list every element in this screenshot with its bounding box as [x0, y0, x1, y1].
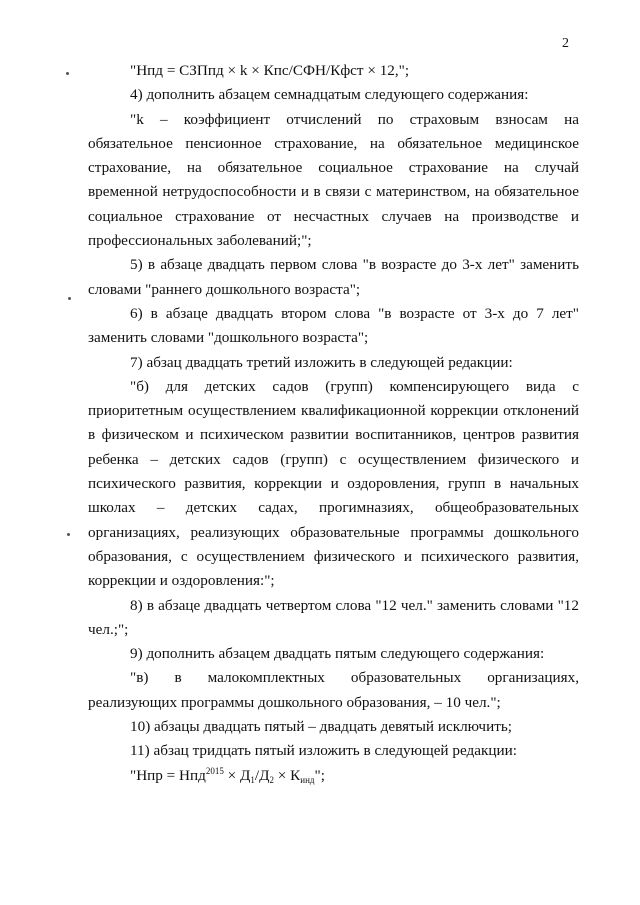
paragraph-item-7: 7) абзац двадцать третий изложить в следующей редакции:	[130, 353, 513, 371]
paragraph-b-definition: "б) для детских садов (групп) компенсирующего вида с приоритетным осуществлением квалификационной коррекции отклонений в физическом и психическом развитии воспитанников, центров развития ребенка – детских садов (групп) с осуществлением физического и психического развития, коррекции и оздоровления, групп в начальных школах – детских садах, прогимназиях, общеобразовательных организациях, реализующих образовательные программы дошкольного образования, с осуществлением физического и психического развития, коррекции и оздоровления:";	[88, 377, 579, 590]
page-number: 2	[562, 36, 569, 51]
paragraph-k-definition: "k – коэффициент отчислений по страховым взносам на обязательное пенсионное страхование, на обязательное медицинское страхование, на обязательное социальное страхование на случай временной нетрудоспособности и в связи с материнством, на обязательное социальное страхование от несчастных случаев на производстве и профессиональных заболеваний;";	[88, 110, 579, 250]
scan-speck	[67, 533, 70, 536]
paragraph-item-9: 9) дополнить абзацем двадцать пятым следующего содержания:	[130, 645, 545, 663]
formula-npr-prefix: "Нпр = Нпд	[130, 766, 206, 784]
formula-npr-sup: 2015	[205, 765, 224, 776]
formula-npr-suffix: ";	[314, 766, 325, 784]
paragraph-v-definition: "в) в малокомплектных образовательных организациях, реализующих программы дошкольного образования, – 10 чел.";	[88, 669, 579, 711]
paragraph-item-10: 10) абзацы двадцать пятый – двадцать девятый исключить;	[130, 718, 512, 736]
formula-npr-sub3: инд	[300, 774, 315, 785]
paragraph-item-11: 11) абзац тридцать пятый изложить в следующей редакции:	[130, 742, 517, 760]
formula-npr	[88, 764, 579, 788]
formula-npr-mid2: /Д	[254, 766, 270, 784]
paragraph-item-5: 5) в абзаце двадцать первом слова "в возрасте до 3-х лет" заменить словами "раннего дошкольного возраста";	[88, 256, 579, 298]
document-body	[88, 59, 579, 788]
paragraph-item-8: 8) в абзаце двадцать четвертом слова "12 чел." заменить словами "12 чел.;";	[88, 596, 579, 638]
scan-speck	[66, 72, 69, 75]
formula-npd: "Нпд = СЗПпд × k × Кпс/СФН/Кфст × 12,";	[130, 62, 410, 79]
formula-npr-mid1: × Д	[223, 766, 251, 784]
paragraph-item-4: 4) дополнить абзацем семнадцатым следующего содержания:	[130, 86, 529, 104]
paragraph-item-6: 6) в абзаце двадцать втором слова "в возрасте от 3-х до 7 лет" заменить словами "дошкольного возраста";	[88, 304, 579, 347]
scan-speck	[68, 297, 71, 300]
formula-npr-sub2: 2	[269, 774, 274, 785]
formula-npr-mid3: × К	[274, 766, 301, 784]
formula-npr-sub1: 1	[250, 774, 255, 785]
